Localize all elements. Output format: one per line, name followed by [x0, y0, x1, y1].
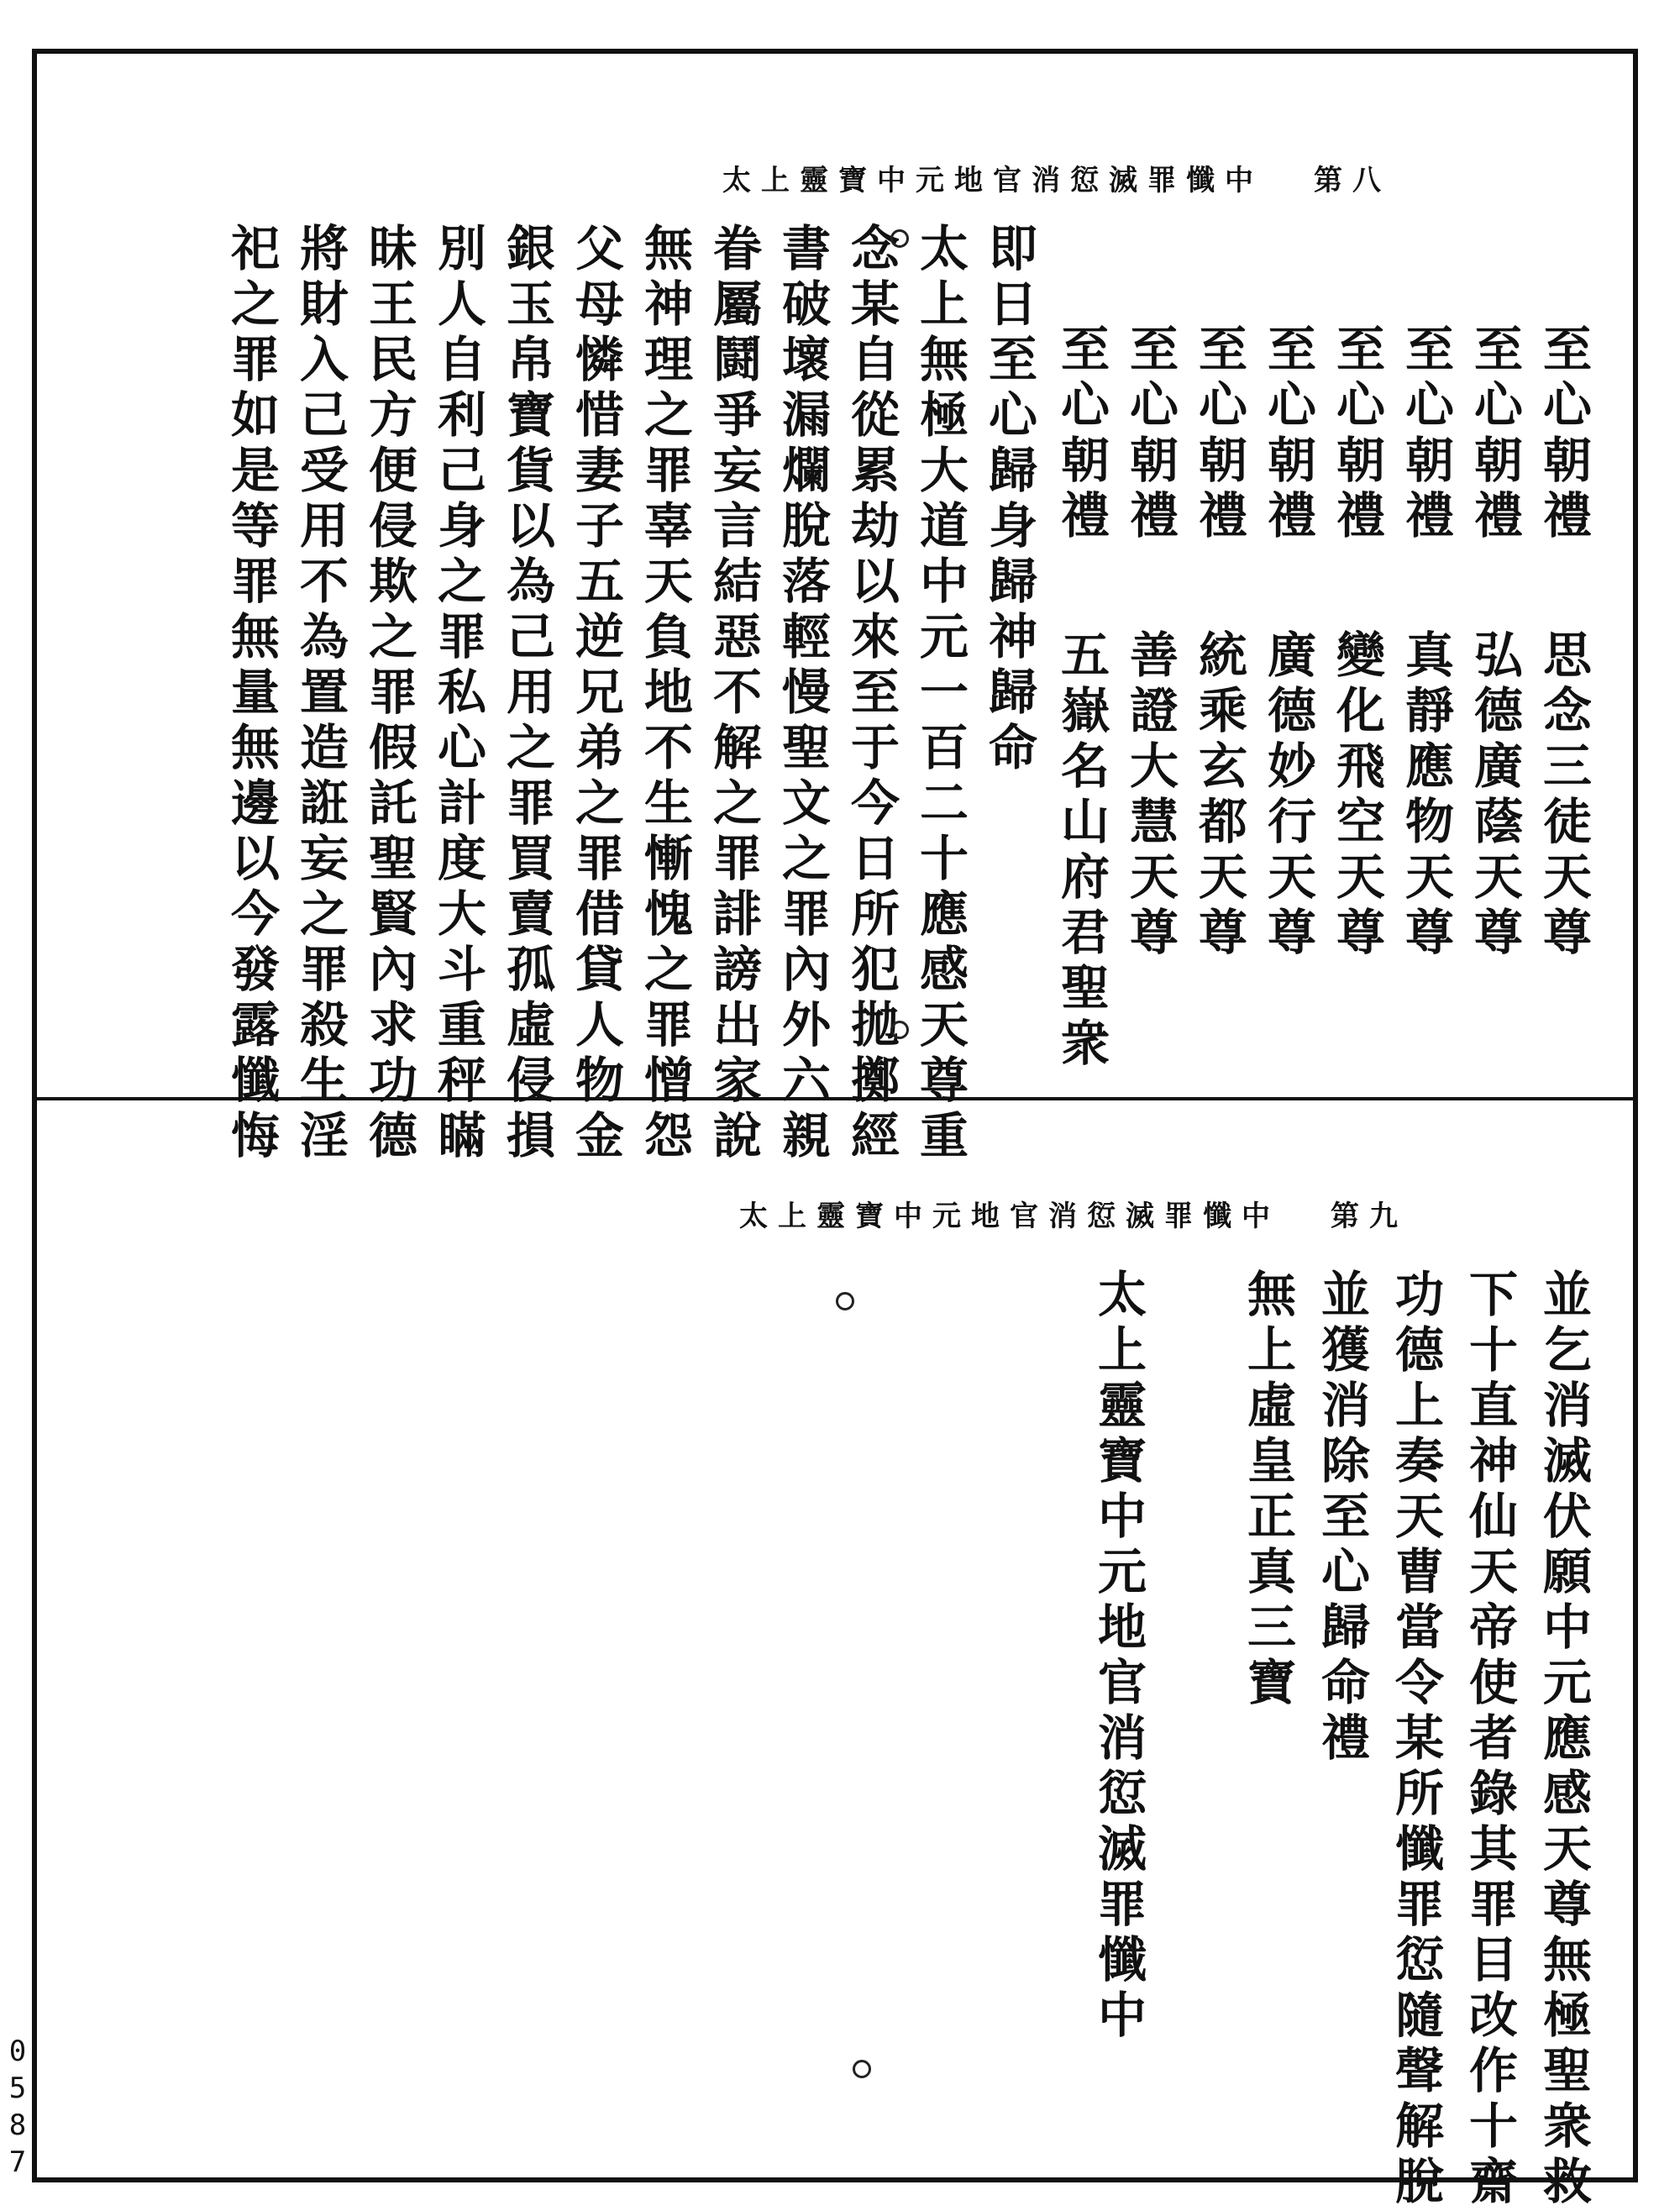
invocation-name: 五嶽名山府君聖衆: [1053, 629, 1110, 1073]
text-column: 念某自從累劫以來至于今日所犯拋擲經: [843, 223, 900, 1165]
header-title: 太上靈寶中元地官消愆滅罪懺中: [722, 164, 1263, 197]
invocation-prefix: 至心朝禮: [1466, 323, 1523, 545]
invocation-row: [1535, 323, 1592, 962]
closing-title-column: 太上靈寶中元地官消愆滅罪懺中: [1089, 1268, 1147, 2045]
invocation-row: [1259, 323, 1316, 962]
running-header: [722, 157, 1391, 198]
text-column: 無上虛皇正真三寶: [1239, 1268, 1296, 1712]
invocation-prefix: 至心朝禮: [1121, 323, 1179, 545]
invocation-row: [1328, 323, 1385, 962]
invocation-prefix: 至心朝禮: [1397, 323, 1454, 545]
text-column: 祀之罪如是等罪無量無邊以今發露懺悔: [223, 223, 280, 1165]
text-column: 並獲消除至心歸命禮: [1313, 1268, 1370, 1767]
invocation-name: 弘德廣蔭天尊: [1466, 629, 1523, 962]
invocation-name: 善證大慧天尊: [1121, 629, 1179, 962]
invocation-prefix: 至心朝禮: [1190, 323, 1247, 545]
header-page-number: 第八: [1314, 164, 1391, 197]
invocation-name: 思念三徒天尊: [1535, 629, 1592, 962]
invocation-row: [1053, 323, 1110, 1073]
text-column: 父母憐惜妻子五逆兄弟之罪借貸人物金: [567, 223, 624, 1165]
invocation-row: [1121, 323, 1179, 962]
page-nine: [50, 1193, 1621, 2211]
text-column: 太上無極大道中元一百二十應感天尊重: [911, 223, 969, 1165]
text-column: 眷屬鬪爭妄言結惡不解之罪誹謗出家說: [705, 223, 762, 1165]
text-column: 功德上奏天曹當令某所懺罪愆隨聲解脫: [1387, 1268, 1444, 2211]
punctuation-circle-mark: [890, 229, 909, 248]
text-column: 昧王民方便侵欺之罪假託聖賢內求功德: [360, 223, 417, 1165]
text-column: 並乞消滅伏願中元應感天尊無極聖衆救: [1535, 1268, 1592, 2211]
text-column: 銀玉帛寶貨以為己用之罪買賣孤虛侵損: [498, 223, 555, 1165]
header-title: 太上靈寶中元地官消愆滅罪懺中: [739, 1200, 1280, 1233]
invocation-name: 真靜應物天尊: [1397, 629, 1454, 962]
text-column: 下十直神仙天帝使者錄其罪目改作十齋: [1461, 1268, 1518, 2211]
invocation-row: [1466, 323, 1523, 962]
punctuation-circle-mark: [890, 1021, 909, 1039]
invocation-row: [1190, 323, 1247, 962]
invocation-row: [1397, 323, 1454, 962]
invocation-name: 廣德妙行天尊: [1259, 629, 1316, 962]
text-column: 書破壞漏爛脫落輕慢聖文之罪內外六親: [774, 223, 831, 1165]
invocation-name: 變化飛空天尊: [1328, 629, 1385, 962]
text-column: 將財入己受用不為置造誑妄之罪殺生淫: [291, 223, 349, 1165]
text-column: 即日至心歸身歸神歸命: [980, 223, 1037, 777]
text-column: 無神理之罪辜天負地不生慚愧之罪憎怨: [636, 223, 693, 1165]
page-number: 0 5 8 7: [8, 2035, 27, 2179]
running-header: [739, 1193, 1408, 1234]
invocation-prefix: 至心朝禮: [1535, 323, 1592, 545]
punctuation-circle-mark: [853, 2060, 871, 2078]
page-eight: [50, 147, 1621, 1165]
text-column: 別人自利己身之罪私心計度大斗重秤瞞: [429, 223, 486, 1165]
punctuation-circle-mark: [836, 1292, 854, 1310]
header-page-number: 第九: [1331, 1200, 1408, 1233]
invocation-name: 統乘玄都天尊: [1190, 629, 1247, 962]
invocation-prefix: 至心朝禮: [1328, 323, 1385, 545]
invocation-prefix: 至心朝禮: [1259, 323, 1316, 545]
invocation-prefix: 至心朝禮: [1053, 323, 1110, 545]
